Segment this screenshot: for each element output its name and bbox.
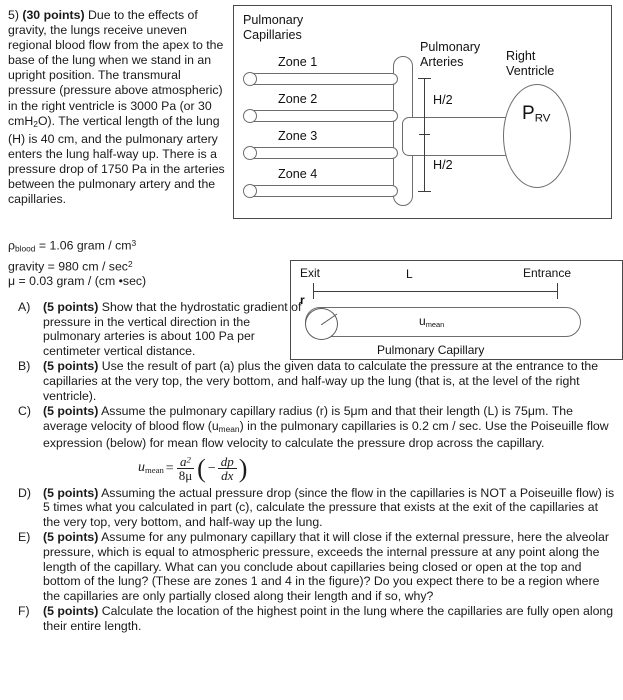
part-d-points: (5 points) bbox=[43, 485, 99, 500]
equation-equals: = bbox=[165, 460, 174, 476]
part-b-text: Use the result of part (a) plus the given data to calculate the pressure at the entrance to the capillaries at the very top, the very bottom, and half-way up the lung (that is, at the level of the right ventricle). bbox=[43, 359, 599, 403]
part-c-text-2: ) in the pulmonary capillaries is 0.2 cm / sec. Use the Poiseuille flow expression (below) for mean flow velocity to calculate the pressure drop across the capillary. bbox=[43, 418, 609, 451]
equation-denominator: 8μ bbox=[178, 468, 193, 484]
rho-symbol: ρ bbox=[8, 238, 15, 253]
zone-3-label: Zone 3 bbox=[278, 129, 318, 143]
exit-label: Exit bbox=[300, 266, 321, 280]
rho-subscript: blood bbox=[15, 243, 36, 254]
part-d bbox=[18, 486, 615, 530]
equation-paren-close: ) bbox=[238, 453, 248, 483]
prv-subscript: RV bbox=[534, 112, 551, 125]
umean-label: $u_{mean}$ bbox=[419, 314, 445, 329]
capillary-caption: Pulmonary Capillary bbox=[377, 343, 485, 357]
lung-zones-figure bbox=[233, 5, 612, 219]
entrance-label: Entrance bbox=[523, 266, 572, 280]
equation-numerator: $a^2$ bbox=[177, 455, 194, 470]
capillary-end-zone-1 bbox=[243, 72, 257, 86]
right-ventricle-shape bbox=[503, 84, 571, 188]
problem-body-part1: Due to the effects of gravity, the lungs receive uneven regional blood flow from the apex to the base of the lung when we stand in an upright position. The transmural pressure (pressure above atmospheric) in the right ventricle is 3000 Pa (or 30 cmH bbox=[8, 8, 224, 128]
rho-value: = 1.06 gram / cm bbox=[35, 238, 132, 253]
dimension-tick-middle bbox=[419, 134, 430, 135]
question-parts-list bbox=[18, 300, 615, 635]
part-b-letter: B) bbox=[18, 359, 31, 374]
h-over-2-bottom-label: H/2 bbox=[433, 158, 453, 172]
part-e-points: (5 points) bbox=[43, 530, 99, 545]
viscosity-line: μ = 0.03 gram / (cm •sec) bbox=[8, 274, 147, 289]
length-dimension-line bbox=[313, 291, 557, 292]
dimension-tick-bottom bbox=[418, 191, 431, 192]
capillary-end-zone-4 bbox=[243, 184, 257, 198]
problem-number: 5) bbox=[8, 8, 19, 22]
part-c-points: (5 points) bbox=[43, 404, 99, 419]
rho-exponent: 3 bbox=[131, 238, 137, 248]
part-f-points: (5 points) bbox=[43, 604, 99, 619]
length-tick-right bbox=[557, 283, 558, 299]
part-f bbox=[18, 604, 615, 633]
part-a bbox=[18, 300, 306, 358]
part-d-letter: D) bbox=[18, 485, 31, 500]
part-e-text: Assume for any pulmonary capillary that it will close if the external pressure, here the alveolar pressure, which is equal to atmospheric pressure, exceeds the internal pressure at any point along the length of the capillary. What can you conclude about capillaries being closed or open at the top and bottom of the lung? (These are zones 1 and 4 in the figure)? Do you expect there to be a region where the capillaries are only partially closed along their length and if so, why? bbox=[43, 530, 609, 603]
gravity-value: gravity = 980 cm / sec bbox=[8, 259, 128, 274]
given-constants bbox=[8, 236, 146, 289]
gravity-exponent: 2 bbox=[127, 258, 133, 269]
capillary-tube-zone-4 bbox=[246, 185, 398, 197]
problem-body-part2: O). The vertical length of the lung (H) is 40 cm, and the pulmonary artery enters the lung half-way up. There is a pressure drop of 1750 Pa in the arteries between the pulmonary artery and the capillaries. bbox=[8, 113, 225, 206]
zone-1-label: Zone 1 bbox=[278, 55, 318, 69]
part-e-letter: E) bbox=[18, 530, 31, 545]
equation-fraction-dp-dx bbox=[218, 455, 237, 484]
capillary-end-zone-2 bbox=[243, 109, 257, 123]
part-a-letter: A) bbox=[18, 300, 31, 314]
zone-4-label: Zone 4 bbox=[278, 167, 318, 181]
equation-paren-open: ( bbox=[197, 453, 206, 483]
problem-points: (30 points) bbox=[22, 8, 85, 22]
part-b-points: (5 points) bbox=[43, 359, 99, 374]
density-line bbox=[8, 236, 146, 257]
h-over-2-top-label: H/2 bbox=[433, 93, 453, 107]
part-c bbox=[18, 404, 615, 484]
capillary-tube-zone-2 bbox=[246, 110, 398, 122]
part-f-text: Calculate the location of the highest point in the lung where the capillaries are fully open along their entire length. bbox=[43, 604, 614, 634]
equation-dp: dp bbox=[218, 455, 237, 470]
zone-2-label: Zone 2 bbox=[278, 92, 318, 106]
part-c-umean-subscript: mean bbox=[218, 423, 240, 434]
gravity-line bbox=[8, 257, 146, 275]
h2o-subscript: 2 bbox=[33, 118, 38, 129]
pulmonary-capillaries-label: Pulmonary Capillaries bbox=[243, 13, 304, 42]
problem-statement bbox=[8, 8, 230, 207]
radius-label: r bbox=[300, 293, 305, 307]
part-e bbox=[18, 530, 615, 603]
pulmonary-arteries-label: Pulmonary Arteries bbox=[420, 40, 481, 69]
capillary-end-zone-3 bbox=[243, 146, 257, 160]
part-c-text-1: Assume the pulmonary capillary radius (r) is 5μm and that their length (L) is 75μm. The average velocity of blood flow (u bbox=[43, 404, 573, 433]
part-a-text: Show that the hydrostatic gradient of pressure in the vertical direction in the pulmonary arteries is about 100 Pa per centimeter vertical distance. bbox=[43, 300, 302, 358]
part-d-text: Assuming the actual pressure drop (since the flow in the capillaries is NOT a Poiseuille flow) is 5 times what you calculated in part (c), calculate the pressure that exists at the exit of the capillaries at the very top, very bottom, and half-way up the lung. bbox=[43, 485, 615, 529]
length-tick-left bbox=[313, 283, 314, 299]
prv-pressure-label: $P_{RV}$ bbox=[522, 103, 551, 125]
part-a-points: (5 points) bbox=[43, 300, 99, 314]
equation-fraction-a2-8mu bbox=[176, 455, 195, 484]
ventricle-connecting-trunk bbox=[402, 117, 512, 156]
equation-minus-sign: − bbox=[207, 460, 216, 476]
part-c-letter: C) bbox=[18, 404, 31, 419]
equation-lhs: $u_{mean}$ bbox=[138, 459, 164, 476]
equation-dx: dx bbox=[221, 468, 234, 484]
part-b bbox=[18, 359, 615, 403]
dimension-tick-top bbox=[418, 78, 431, 79]
right-ventricle-label: Right Ventricle bbox=[506, 49, 555, 78]
part-f-letter: F) bbox=[18, 604, 30, 619]
poiseuille-equation bbox=[138, 455, 615, 484]
umean-subscript: mean bbox=[425, 319, 445, 329]
capillary-tube-zone-1 bbox=[246, 73, 398, 85]
capillary-tube-zone-3 bbox=[246, 147, 398, 159]
length-label: L bbox=[406, 267, 413, 281]
